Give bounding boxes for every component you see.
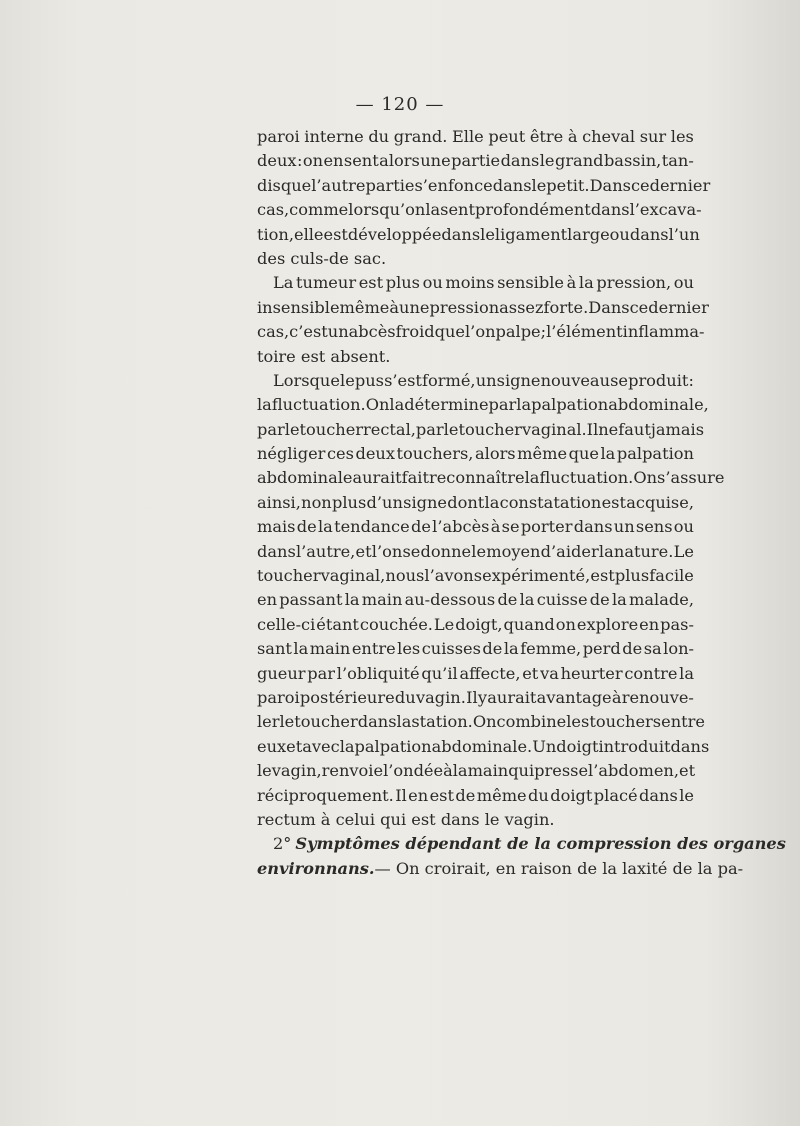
subheading-title: Symptômes dépendant de la compression des organes [295,834,786,854]
text-line: Lorsque le pus s’est formé, un signe nouveau se produit : [273,370,694,390]
text-line: insensible même à une pression assez forte. Dans ce dernier [257,297,709,317]
text-line: réciproquement. Il en est de même du doigt placé dans le [257,785,694,805]
text-line: ler le toucher dans la station. On combine les touchers entre [257,712,705,732]
text-line: abdominale aurait fait reconnaître la fluctuation. On s’assure [257,468,725,488]
text-line: paroi postérieure du vagin. Il y aurait avantage à renouve- [257,687,694,707]
text-line: par le toucher rectal, par le toucher vaginal. Il ne faut jamais [257,419,704,439]
text-line: eux et avec la palpation abdominale. Un doigt introduit dans [257,736,710,756]
text-line: toire est absent. [257,346,391,366]
text-line: celle-ci étant couchée. Le doigt, quand on explore en pas- [257,614,694,634]
text-line: gueur par l’obliquité qu’il affecte, et va heurter contre la [257,663,694,683]
subheading-continuation [257,857,744,881]
text-line: tion, elle est développée dans le ligament large ou dans l’un [257,224,700,244]
subheading-title-end: environnans. [257,858,375,878]
text-line: en passant la main au-dessous de la cuisse de la malade, [257,590,694,610]
text-line: sant la main entre les cuisses de la femme, perd de sa lon- [257,639,694,659]
text-line: deux : on en sent alors une partie dans le grand bassin, tan- [257,151,694,171]
text-line: le vagin, renvoie l’ondée à la main qui presse l’abdomen, et [257,761,696,781]
page-number: — 120 — [355,94,445,115]
text-line: toucher vaginal, nous l’avons expérimenté, est plus facile [257,566,694,586]
text-line: dis que l’autre partie s’enfonce dans le petit. Dans ce dernier [257,175,711,195]
text-line: négliger ces deux touchers, alors même que la palpation [257,444,694,464]
body-text [257,125,786,881]
text-line: ainsi, non plus d’un signe dont la constatation est acquise, [257,492,694,512]
text-line: paroi interne du grand. Elle peut être à cheval sur les [257,127,694,146]
text-line: des culs-de sac. [257,248,387,268]
subheading-number: 2° [273,834,292,854]
text-line: rectum à celui qui est dans le vagin. [257,809,555,829]
text-line: cas, comme lorsqu’on la sent profondément dans l’excava- [257,200,702,220]
text-line: la fluctuation. On la détermine par la palpation abdominale, [257,395,709,415]
text-line: cas, c’est un abcès froid que l’on palpe ; l’élément inflamma- [257,322,705,342]
text-line: mais de la tendance de l’abcès à se porter dans un sens ou [257,517,694,537]
subheading-line [257,832,786,856]
text-line: La tumeur est plus ou moins sensible à la pression, ou [273,273,694,293]
subheading-rest: — On croirait, en raison de la laxité de la pa- [374,858,744,878]
text-line: dans l’autre, et l’on se donne le moyen d’aider la nature. Le [257,541,694,561]
